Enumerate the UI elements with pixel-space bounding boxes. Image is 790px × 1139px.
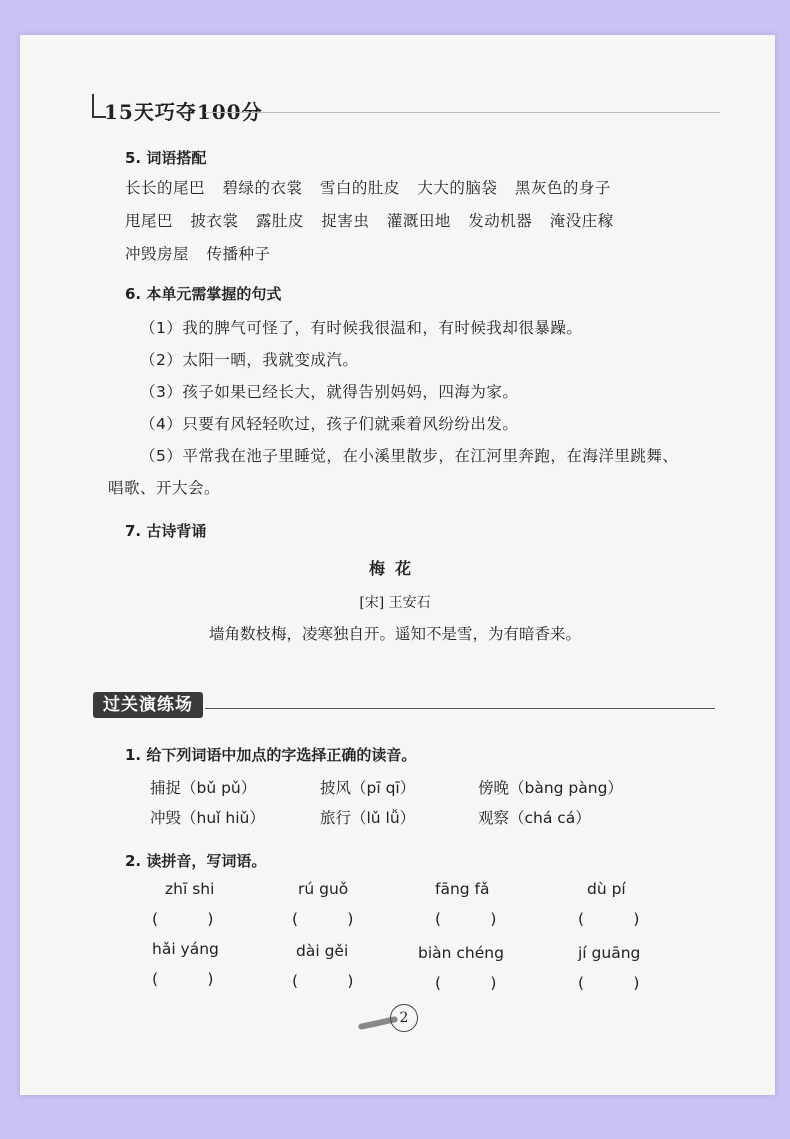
answer-blank[interactable]: ( ) [578, 974, 640, 992]
answer-blank[interactable]: ( ) [152, 910, 214, 928]
q1-item: 冲毁（huǐ hiǔ） [150, 809, 265, 827]
pinyin: hǎi yáng [152, 940, 219, 958]
answer-blank[interactable]: ( ) [578, 910, 640, 928]
sentence-5b: 唱歌、开大会。 [108, 479, 221, 497]
s5-row-2 [125, 209, 626, 231]
section-7-title: 7. 古诗背诵 [125, 522, 207, 540]
series-logo: 15天巧夺100分 [104, 100, 263, 124]
q2-title: 2. 读拼音，写词语。 [125, 852, 267, 870]
sentence-1: （1）我的脾气可怪了，有时候我很温和，有时候我却很暴躁。 [140, 319, 583, 337]
answer-blank[interactable]: ( ) [292, 910, 354, 928]
word: 黑灰色的身子 [514, 179, 611, 197]
pinyin: jí guāng [578, 944, 641, 962]
pinyin: rú guǒ [298, 880, 349, 898]
sentence-5a: （5）平常我在池子里睡觉，在小溪里散步，在江河里奔跑，在海洋里跳舞、 [140, 447, 679, 465]
poem-text: 墙角数枝梅，凌寒独自开。遥知不是雪，为有暗香来。 [208, 625, 581, 643]
sentence-3: （3）孩子如果已经长大，就得告别妈妈，四海为家。 [140, 383, 519, 401]
page-number: 2 [390, 1004, 418, 1032]
word: 披衣裳 [190, 212, 239, 230]
q1-item: 捕捉（bǔ pǔ） [150, 779, 257, 797]
answer-blank[interactable]: ( ) [152, 970, 214, 988]
section-5-title: 5. 词语搭配 [125, 149, 207, 167]
q1-item: 观察（chá cá） [478, 809, 591, 827]
answer-blank[interactable]: ( ) [435, 910, 497, 928]
word: 传播种子 [206, 245, 271, 263]
word: 灌溉田地 [386, 212, 451, 230]
s5-row-3 [125, 242, 282, 264]
word: 大大的脑袋 [417, 179, 498, 197]
section-6-title: 6. 本单元需掌握的句式 [125, 285, 282, 303]
word: 淹没庄稼 [549, 212, 614, 230]
pinyin: biàn chéng [418, 944, 504, 962]
q1-item: 旅行（lǔ lǚ） [320, 809, 416, 827]
s5-row-1 [125, 176, 623, 198]
word: 露肚皮 [255, 212, 304, 230]
word: 长长的尾巴 [125, 179, 206, 197]
word: 雪白的肚皮 [319, 179, 400, 197]
word: 碧绿的衣裳 [222, 179, 303, 197]
pinyin: zhī shi [165, 880, 215, 898]
pinyin: fāng fǎ [435, 880, 490, 898]
sentence-4: （4）只要有风轻轻吹过，孩子们就乘着风纷纷出发。 [140, 415, 519, 433]
word: 捉害虫 [321, 212, 370, 230]
answer-blank[interactable]: ( ) [292, 972, 354, 990]
word: 甩尾巴 [125, 212, 174, 230]
q1-item: 傍晚（bàng pàng） [478, 779, 623, 797]
pinyin: dài gěi [296, 942, 349, 960]
word: 冲毁房屋 [125, 245, 190, 263]
header-rule [205, 112, 720, 113]
word: 发动机器 [468, 212, 533, 230]
banner-rule [205, 708, 715, 709]
sentence-2: （2）太阳一晒，我就变成汽。 [140, 351, 359, 369]
q1-item: 披风（pī qī） [320, 779, 416, 797]
q1-title: 1. 给下列词语中加点的字选择正确的读音。 [125, 746, 417, 764]
pinyin: dù pí [587, 880, 626, 898]
practice-banner: 过关演练场 [93, 692, 203, 718]
poem-title: 梅花 [368, 559, 421, 578]
answer-blank[interactable]: ( ) [435, 974, 497, 992]
poem-author: [宋] 王安石 [359, 595, 431, 611]
